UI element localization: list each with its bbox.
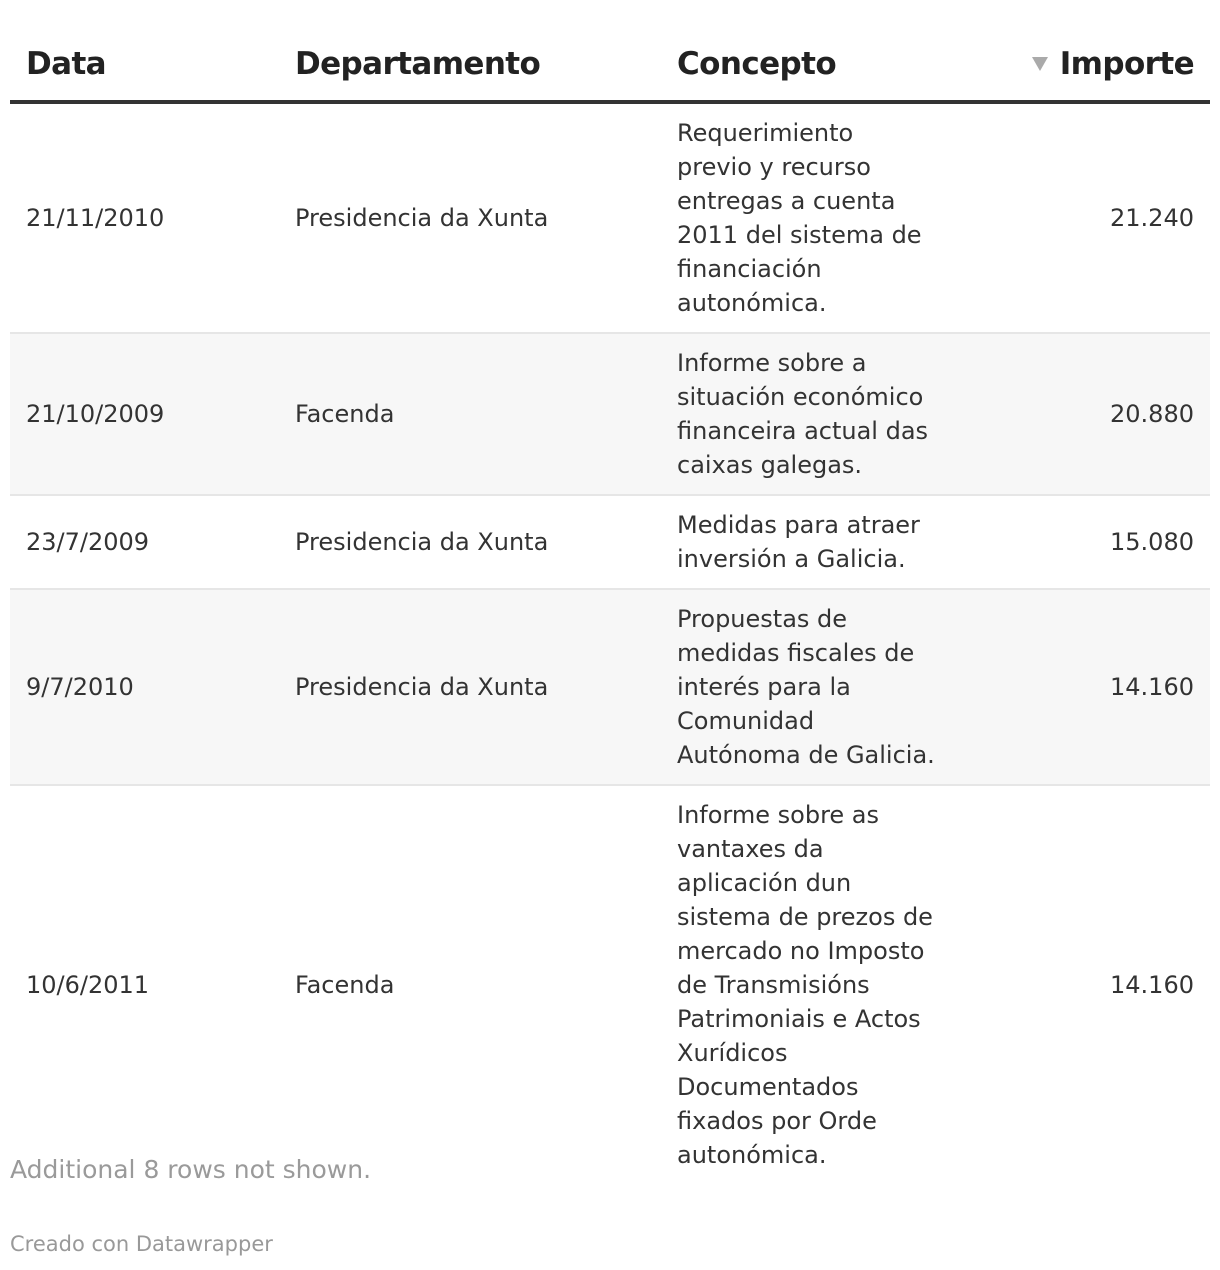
sort-descending-icon bbox=[1032, 57, 1048, 71]
cell-concept: Informe sobre as vantaxes da aplicación dun sistema de prezos de mercado no Imposto de Transmisións Patrimoniais e Actos Xurídicos Documentados fixados por Orde autonómica. bbox=[677, 801, 933, 1169]
cell-department: Facenda bbox=[295, 400, 395, 428]
column-header-amount-label: Importe bbox=[1059, 46, 1194, 82]
data-table bbox=[10, 34, 1210, 1184]
column-header-concept[interactable]: Concepto bbox=[661, 34, 951, 102]
table-body bbox=[10, 102, 1210, 1184]
column-header-amount[interactable] bbox=[951, 34, 1210, 102]
data-table-container bbox=[10, 34, 1210, 1184]
cell-department: Facenda bbox=[295, 971, 395, 999]
cell-amount: 20.880 bbox=[1110, 400, 1194, 428]
table-header bbox=[10, 34, 1210, 102]
table-row bbox=[10, 102, 1210, 333]
cell-date: 21/10/2009 bbox=[26, 400, 165, 428]
column-header-department[interactable]: Departamento bbox=[279, 34, 661, 102]
cell-department: Presidencia da Xunta bbox=[295, 204, 549, 232]
table-row bbox=[10, 589, 1210, 785]
header-row bbox=[10, 34, 1210, 102]
table-row bbox=[10, 785, 1210, 1184]
cell-amount: 14.160 bbox=[1110, 971, 1194, 999]
footer-credit[interactable]: Creado con Datawrapper bbox=[10, 1232, 273, 1256]
cell-concept: Medidas para atraer inversión a Galicia. bbox=[677, 511, 920, 573]
cell-date: 10/6/2011 bbox=[26, 971, 150, 999]
cell-amount: 15.080 bbox=[1110, 528, 1194, 556]
cell-concept: Propuestas de medidas fiscales de interés para la Comunidad Autónoma de Galicia. bbox=[677, 605, 935, 769]
cell-date: 21/11/2010 bbox=[26, 204, 165, 232]
column-header-date[interactable]: Data bbox=[10, 34, 279, 102]
cell-date: 9/7/2010 bbox=[26, 673, 134, 701]
table-row bbox=[10, 333, 1210, 495]
cell-amount: 21.240 bbox=[1110, 204, 1194, 232]
cell-concept: Informe sobre a situación económico financeira actual das caixas galegas. bbox=[677, 349, 929, 479]
cell-date: 23/7/2009 bbox=[26, 528, 150, 556]
table-notes: Additional 8 rows not shown. bbox=[10, 1155, 372, 1184]
cell-amount: 14.160 bbox=[1110, 673, 1194, 701]
cell-department: Presidencia da Xunta bbox=[295, 528, 549, 556]
cell-concept: Requerimiento previo y recurso entregas a cuenta 2011 del sistema de financiación autonómica. bbox=[677, 119, 922, 317]
cell-department: Presidencia da Xunta bbox=[295, 673, 549, 701]
table-row bbox=[10, 495, 1210, 589]
